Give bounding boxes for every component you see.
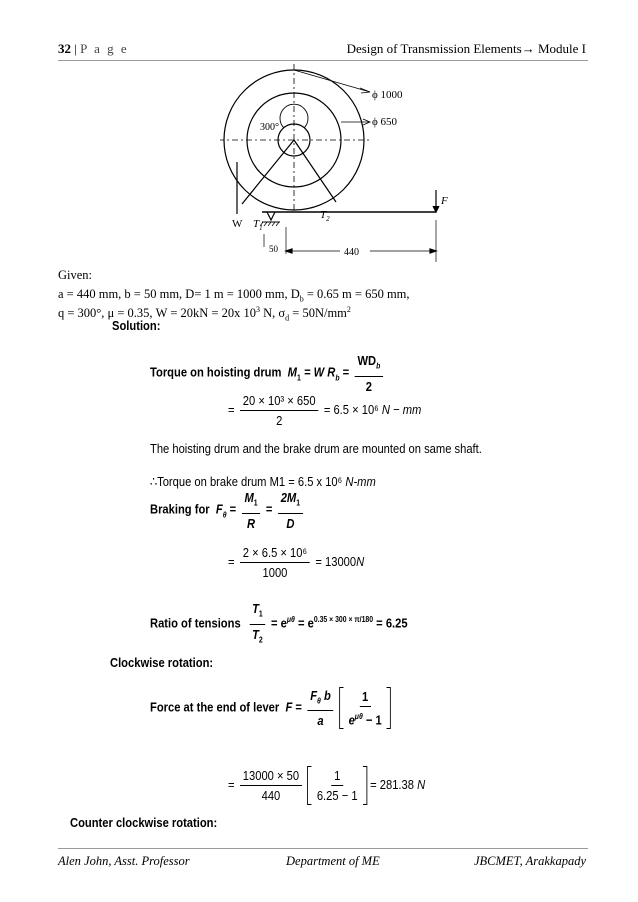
w-label: W: [232, 218, 243, 230]
footer-divider: [58, 848, 588, 849]
arrow-icon: →: [521, 41, 535, 56]
footer-institution: JBCMET, Arakkapady: [473, 854, 586, 868]
header-title: Design of Transmission Elements: [346, 41, 522, 56]
header-divider: [58, 60, 588, 61]
hoisting-torque-calc: = $\frac{\text{20 × 10³ × 650}}{2}$ = 6.5 × 10⁶ N − mm: [228, 393, 422, 428]
dia-1000-label: ϕ 1000: [372, 89, 403, 101]
angle-line-left: [242, 140, 294, 204]
page-separator: |: [71, 41, 81, 56]
force-arrowhead: [433, 206, 439, 212]
header-module: Module I: [534, 41, 586, 56]
tension-ratio-equation: Ratio of tensions $\frac{T_1}{T_2}$ = $e^{\mu\theta} = e^{0.35 \times 300 \times \pi/180} = 6.25$: [150, 601, 408, 645]
solution-heading: Solution:: [112, 318, 161, 333]
page-word: P a g e: [80, 41, 129, 56]
dia-1000-leader: [294, 70, 370, 92]
shaft-note: The hoisting drum and the brake drum are mounted on same shaft.: [150, 441, 482, 456]
braking-force-equation: Braking for $F_\theta$ = $\frac{M_1}{R}$ = $\frac{2M_1}{D}$: [150, 490, 305, 531]
pivot-triangle: [267, 212, 275, 220]
brake-torque-line: ∴Torque on brake drum M1 = 6.5 x 10⁶ N-mm: [150, 474, 376, 489]
footer-department: Department of ME: [286, 854, 380, 868]
dim-50-label: 50: [269, 244, 278, 254]
t2-label: $T_2$: [320, 209, 330, 223]
f-label: F: [441, 195, 448, 207]
angle-label: 300°: [260, 122, 279, 133]
lever-force-equation: Force at the end of lever F = $\frac{F_\theta b}{a}$ $\frac{1}{e^{\mu\theta} - 1}$: [150, 687, 391, 729]
hoisting-torque-equation: Torque on hoisting drum $M_1 = W$ $R_b$ = $\frac{WD_b}{2}$: [150, 353, 385, 394]
footer-author: Alen John, Asst. Professor: [58, 854, 190, 868]
given-line-1: a = 440 mm, b = 50 mm, D= 1 m = 1000 mm, $D_b = 0.65$ m = 650 mm,: [58, 287, 410, 304]
counter-clockwise-heading: Counter clockwise rotation:: [70, 815, 218, 830]
running-header: [347, 41, 586, 57]
brake-drum-diagram: [220, 62, 470, 267]
t1-label: $T_1$: [253, 218, 263, 232]
given-line-2: q = 300°, μ = 0.35, W = 20kN = 20x $10^3$ N, $\sigma_d = 50N/mm^2$: [58, 305, 351, 323]
dia-650-label: ϕ 650: [372, 116, 398, 128]
dim-440-label: 440: [344, 247, 359, 258]
lever-force-calc: = $\frac{13000 \times 50}{440}$ $\frac{1}{6.25 - 1}$ = 281.38 N: [228, 768, 426, 803]
clockwise-heading: Clockwise rotation:: [110, 655, 214, 670]
page-number: [58, 41, 129, 57]
braking-force-calc: = $\frac{\text{2 × 6.5 × 10⁶}}{1000}$ = 13000N: [228, 545, 365, 580]
page-number-value: 32: [58, 41, 71, 56]
given-heading: Given:: [58, 268, 93, 282]
